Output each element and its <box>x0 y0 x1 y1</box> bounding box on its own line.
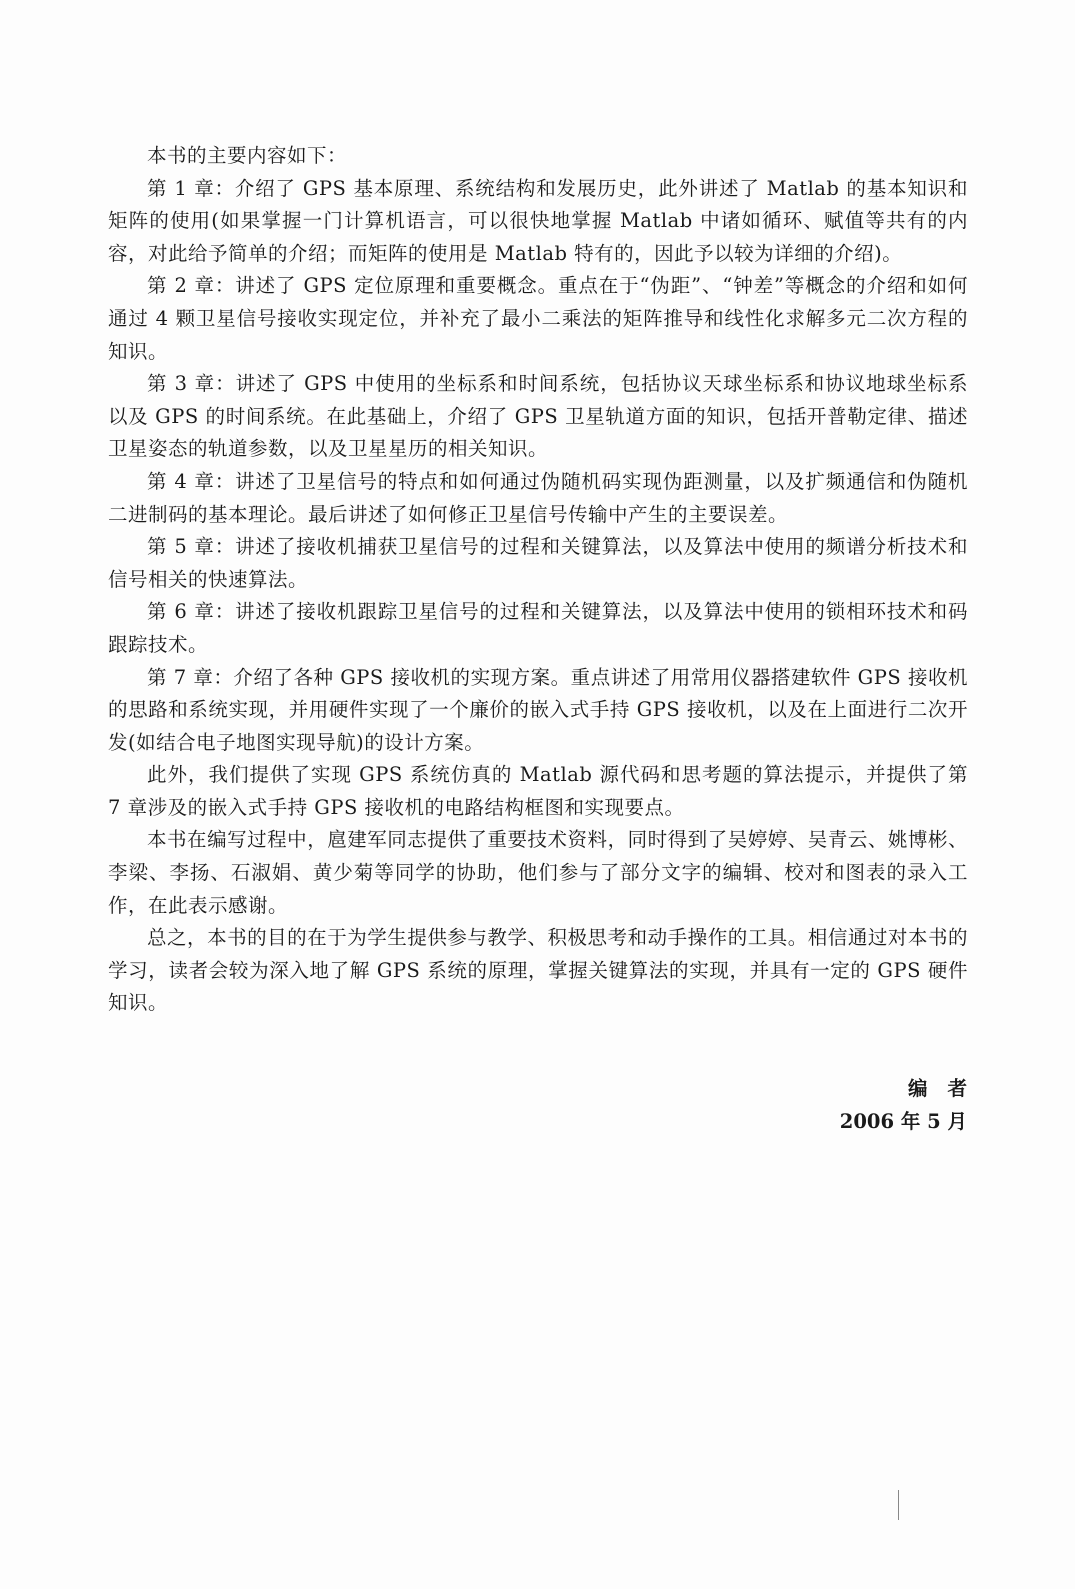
preface-paragraph-chapter-6: 第 6 章：讲述了接收机跟踪卫星信号的过程和关键算法，以及算法中使用的锁相环技术和码跟踪技术。 <box>108 600 968 656</box>
preface-paragraph-chapter-5: 第 5 章：讲述了接收机捕获卫星信号的过程和关键算法，以及算法中使用的频谱分析技术和信号相关的快速算法。 <box>108 535 968 591</box>
preface-paragraph-chapter-1: 第 1 章：介绍了 GPS 基本原理、系统结构和发展历史，此外讲述了 Matlab 的基本知识和矩阵的使用(如果掌握一门计算机语言，可以很快地掌握 Matlab 中诸如循环、赋值等共有的内容，对此给予简单的介绍；而矩阵的使用是 Matlab 特有的，因此予以较为详细的介绍)。 <box>108 176 968 265</box>
signature-block <box>839 1072 987 1138</box>
preface-paragraph-chapter-2: 第 2 章：讲述了 GPS 定位原理和重要概念。重点在于“伪距”、“钟差”等概念的介绍和如何通过 4 颗卫星信号接收实现定位，并补充了最小二乘法的矩阵推导和线性化求解多元二次方程的知识。 <box>108 274 968 363</box>
preface-paragraph-chapter-3: 第 3 章：讲述了 GPS 中使用的坐标系和时间系统，包括协议天球坐标系和协议地球坐标系以及 GPS 的时间系统。在此基础上，介绍了 GPS 卫星轨道方面的知识，包括开普勒定律、描述卫星姿态的轨道参数，以及卫星星历的相关知识。 <box>108 372 968 461</box>
preface-body <box>108 140 968 1020</box>
preface-paragraph: 本书的主要内容如下： <box>147 144 348 167</box>
signature-date: 2006 年 5 月 <box>839 1110 967 1133</box>
preface-paragraph-chapter-4: 第 4 章：讲述了卫星信号的特点和如何通过伪随机码实现伪距测量，以及扩频通信和伪随机二进制码的基本理论。最后讲述了如何修正卫星信号传输中产生的主要误差。 <box>108 469 968 526</box>
preface-paragraph-acknowledgements: 本书在编写过程中，扈建军同志提供了重要技术资料，同时得到了吴婷婷、吴青云、姚博彬、李梁、李扬、石淑娟、黄少菊等同学的协助，他们参与了部分文字的编辑、校对和图表的录入工作，在此表示感谢。 <box>108 828 968 917</box>
preface-paragraph-extras: 此外，我们提供了实现 GPS 系统仿真的 Matlab 源代码和思考题的算法提示，并提供了第 7 章涉及的嵌入式手持 GPS 接收机的电路结构框图和实现要点。 <box>108 763 968 819</box>
preface-paragraph-chapter-7: 第 7 章：介绍了各种 GPS 接收机的实现方案。重点讲述了用常用仪器搭建软件 GPS 接收机的思路和系统实现，并用硬件实现了一个廉价的嵌入式手持 GPS 接收机，以及在上面进行二次开发(如结合电子地图实现导航)的设计方案。 <box>108 665 968 754</box>
signature-author: 编者 <box>907 1077 987 1100</box>
preface-paragraph-summary: 总之，本书的目的在于为学生提供参与教学、积极思考和动手操作的工具。相信通过对本书的学习，读者会较为深入地了解 GPS 系统的原理，掌握关键算法的实现，并具有一定的 GPS 硬件知识。 <box>108 926 968 1015</box>
scan-margin-mark <box>898 1490 899 1520</box>
